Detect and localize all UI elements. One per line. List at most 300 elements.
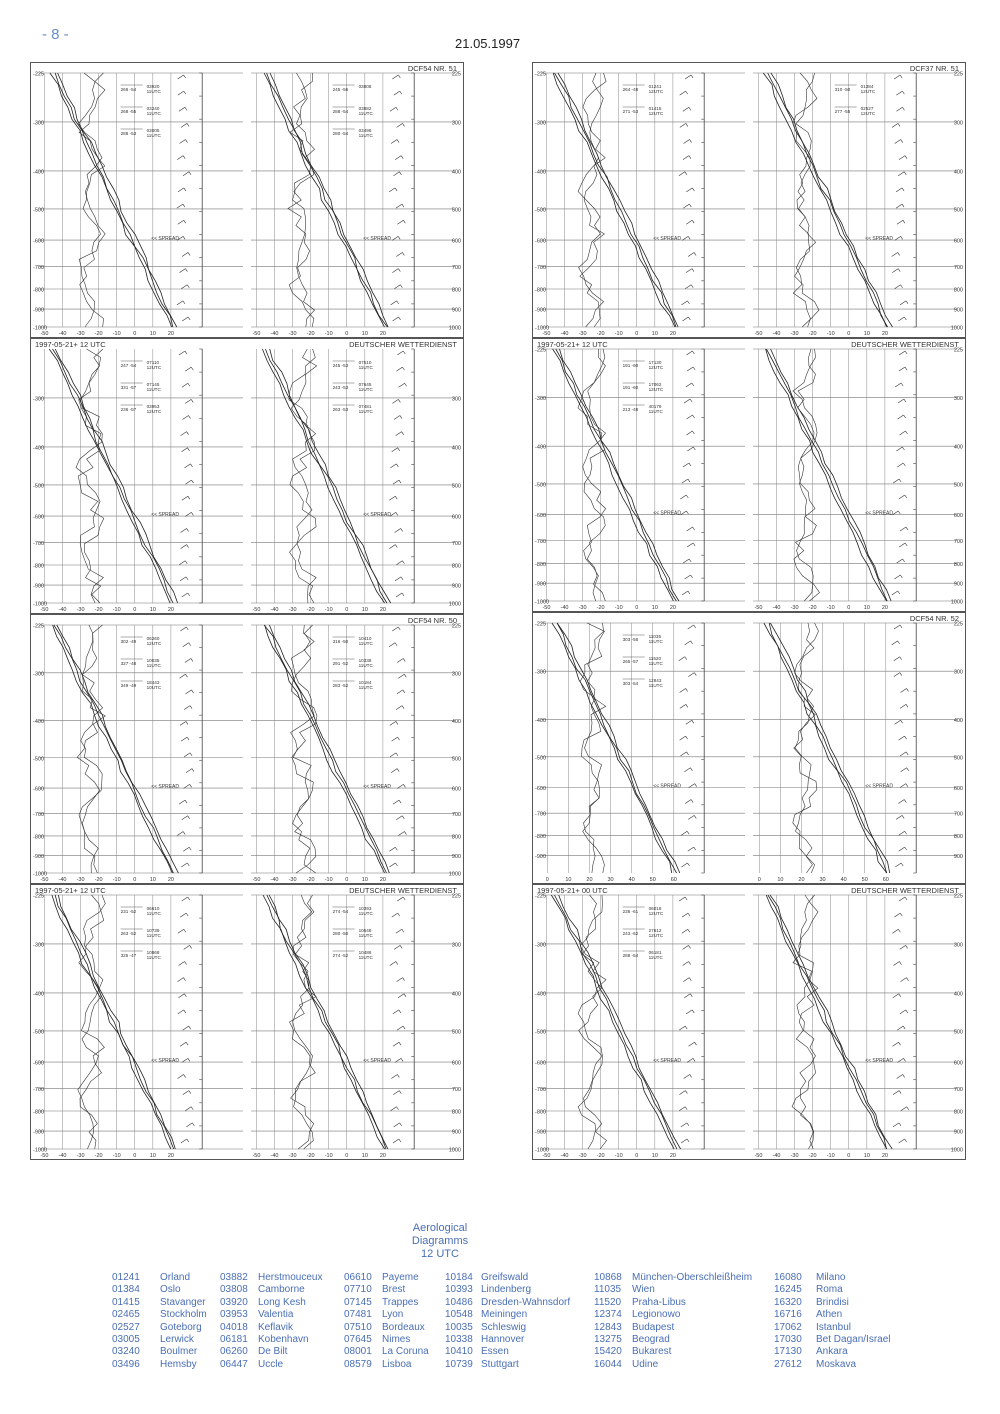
pressure-tick-label: -400 xyxy=(33,169,45,176)
caption-line-3: 12 UTC xyxy=(421,1248,459,1260)
wind-barb xyxy=(688,479,690,482)
wind-barb xyxy=(393,1042,399,1046)
pressure-tick-label: 1000 xyxy=(950,325,963,332)
wind-barb xyxy=(187,528,189,531)
station-time: 11UTC xyxy=(358,933,373,938)
legend-station-code: 16716 xyxy=(774,1309,802,1321)
wind-barb xyxy=(902,204,904,207)
diagram-panel-8 xyxy=(532,884,966,1160)
station-wind: 291 -52 xyxy=(332,661,349,666)
pressure-tick-label: -700 xyxy=(535,539,547,546)
spread-label: << SPREAD xyxy=(653,236,681,243)
wind-barb xyxy=(186,1042,188,1045)
wind-barb xyxy=(682,317,688,321)
wind-barb xyxy=(684,994,690,998)
wind-barb xyxy=(680,736,686,740)
spread-label: << SPREAD xyxy=(865,510,893,517)
pressure-tick-label: 700 xyxy=(953,264,963,271)
temperature-tick-label: 0 xyxy=(757,877,761,883)
wind-barb xyxy=(689,962,691,965)
pressure-tick-label: -225 xyxy=(33,71,45,78)
pressure-tick-label: -300 xyxy=(33,396,45,403)
wind-barb xyxy=(180,577,186,581)
wind-barb xyxy=(686,188,692,192)
wind-barb xyxy=(903,559,905,562)
wind-barb xyxy=(403,123,405,126)
wind-barb xyxy=(396,464,398,467)
pressure-tick-label: -500 xyxy=(535,482,547,489)
station-time: 11UTC xyxy=(648,955,663,960)
wind-barb xyxy=(695,1042,697,1045)
wind-barb xyxy=(192,769,194,772)
legend-station-code: 07510 xyxy=(344,1321,372,1333)
legend-station-name: Boulmer xyxy=(160,1346,198,1358)
wind-barb xyxy=(392,399,398,403)
wind-barb xyxy=(184,188,186,191)
pressure-tick-label: -1000 xyxy=(33,1147,48,1154)
wind-barb xyxy=(905,736,907,739)
wind-barb xyxy=(182,816,188,820)
wind-barb xyxy=(900,784,906,788)
temperature-tick-label: -20 xyxy=(94,607,103,613)
wind-barb xyxy=(683,559,689,563)
wind-barb xyxy=(680,495,686,499)
pressure-tick-label: 400 xyxy=(953,717,963,724)
diagram-panel-4 xyxy=(30,884,464,1160)
diagram-header-right: DCF54 NR. 52 xyxy=(909,614,959,623)
wind-barb xyxy=(392,627,398,631)
wind-barb xyxy=(899,1091,901,1094)
wind-barb xyxy=(181,863,187,867)
station-time: 11UTC xyxy=(358,409,373,414)
wind-barb xyxy=(680,511,686,515)
diagram-half xyxy=(541,623,745,883)
wind-barb xyxy=(687,831,689,834)
wind-barb xyxy=(389,545,395,549)
legend-station-code: 02527 xyxy=(112,1321,140,1333)
wind-barb xyxy=(395,643,397,646)
pressure-tick-label: 900 xyxy=(953,307,963,314)
station-wind: 264 -48 xyxy=(622,87,639,92)
wind-barb xyxy=(897,220,903,224)
wind-barb xyxy=(689,945,691,948)
station-code: 17062 xyxy=(648,382,662,387)
legend-station-name: Valentia xyxy=(258,1309,294,1321)
station-code: 06610 xyxy=(146,906,160,911)
pressure-tick-label: 225 xyxy=(953,71,963,78)
wind-barb xyxy=(394,91,400,95)
legend-station-code: 03920 xyxy=(220,1296,248,1308)
station-time: 12UTC xyxy=(648,365,664,370)
spread-label: << SPREAD xyxy=(151,512,179,519)
wind-barb xyxy=(184,75,186,78)
station-code: 17130 xyxy=(648,360,662,365)
wind-barb xyxy=(688,252,694,256)
temperature-tick-label: -50 xyxy=(542,1153,551,1159)
pressure-tick-label: 400 xyxy=(953,444,963,451)
station-wind: 274 -52 xyxy=(332,953,349,958)
pressure-tick-label: -800 xyxy=(33,563,45,570)
wind-barb xyxy=(400,91,402,94)
temperature-tick-label: 20 xyxy=(379,607,386,613)
wind-barb xyxy=(897,463,903,467)
temperature-tick-label: -20 xyxy=(306,607,315,613)
pressure-tick-label: -700 xyxy=(535,1086,547,1093)
station-time: 11UTC xyxy=(146,955,161,960)
wind-barb xyxy=(393,172,399,176)
wind-barb xyxy=(179,351,185,355)
legend-row xyxy=(344,1321,425,1334)
wind-barb xyxy=(900,625,902,628)
pressure-tick-label: 400 xyxy=(451,719,461,726)
wind-barb xyxy=(401,1058,403,1061)
pressure-tick-label: 900 xyxy=(451,853,461,860)
station-code: 40179 xyxy=(648,404,662,409)
wind-barb xyxy=(181,1139,187,1143)
station-code: 07510 xyxy=(358,360,372,365)
wind-barb xyxy=(187,285,189,288)
wind-barb xyxy=(693,527,695,530)
temperature-tick-label: 10 xyxy=(863,1153,870,1159)
temperature-tick-label: 20 xyxy=(379,1153,386,1159)
wind-barb xyxy=(904,399,906,402)
wind-barb xyxy=(900,673,902,676)
legend-station-code: 03496 xyxy=(112,1358,140,1370)
pressure-tick-label: -600 xyxy=(33,238,45,245)
spread-label: << SPREAD xyxy=(865,783,893,790)
wind-barb xyxy=(901,720,903,723)
pressure-tick-label: 400 xyxy=(953,169,963,176)
wind-barb xyxy=(184,784,190,788)
pressure-tick-label: -800 xyxy=(535,1109,547,1116)
temperature-tick-label: 40 xyxy=(628,877,635,883)
legend-station-name: Udine xyxy=(632,1358,659,1370)
wind-barb xyxy=(403,690,405,693)
station-wind: 331 -57 xyxy=(120,385,137,390)
wind-barb xyxy=(183,832,185,835)
wind-barb xyxy=(901,1107,907,1111)
temperature-tick-label: -50 xyxy=(754,331,763,337)
temperature-tick-label: -30 xyxy=(76,331,85,337)
aerological-diagram xyxy=(31,615,463,883)
wind-barb xyxy=(392,448,398,452)
temperature-tick-label: -40 xyxy=(58,1153,67,1159)
wind-barb xyxy=(684,768,690,772)
wind-barb xyxy=(688,236,690,239)
pressure-tick-label: 600 xyxy=(953,238,963,245)
wind-barb xyxy=(683,945,689,949)
wind-barb xyxy=(192,1123,194,1126)
wind-barb xyxy=(390,753,396,757)
legend-station-name: Schleswig xyxy=(481,1321,527,1333)
wind-barb xyxy=(402,252,404,255)
legend-row xyxy=(112,1333,194,1346)
wind-barb xyxy=(899,847,905,851)
aerological-diagram xyxy=(533,339,965,611)
wind-barb xyxy=(188,496,190,499)
wind-barb xyxy=(900,945,906,949)
temperature-tick-label: -30 xyxy=(288,331,297,337)
pressure-tick-label: -600 xyxy=(33,1060,45,1067)
wind-barb xyxy=(401,528,403,531)
legend-station-code: 10035 xyxy=(445,1321,473,1333)
wind-barb xyxy=(389,496,395,500)
wind-barb xyxy=(893,1042,899,1046)
wind-barb xyxy=(901,140,903,143)
wind-barb xyxy=(185,480,191,484)
legend-station-name: Kobenhavn xyxy=(258,1333,309,1345)
wind-barb xyxy=(184,1074,186,1077)
wind-barb xyxy=(391,140,397,144)
wind-barb xyxy=(185,269,187,272)
legend-row xyxy=(594,1272,753,1284)
temperature-tick-label: -10 xyxy=(826,331,835,337)
legend-row xyxy=(594,1358,659,1371)
temperature-tick-label: -30 xyxy=(578,331,587,337)
wind-barb xyxy=(899,1042,901,1045)
station-wind: 288 -54 xyxy=(622,953,639,958)
legend-row xyxy=(220,1321,294,1334)
legend-station-name: Trappes xyxy=(382,1296,419,1308)
wind-barb xyxy=(900,575,902,578)
wind-barb xyxy=(694,847,696,850)
station-time: 12UTC xyxy=(146,409,162,414)
wind-barb xyxy=(906,752,908,755)
wind-barb xyxy=(177,156,183,160)
temperature-tick-label: -30 xyxy=(288,607,297,613)
wind-barb xyxy=(188,1058,190,1061)
diagram-header-left: 1997-05-21+ 00 UTC xyxy=(537,886,608,895)
wind-barb xyxy=(180,627,186,631)
station-time: 12UTC xyxy=(648,111,664,116)
temperature-tick-label: -10 xyxy=(324,1153,333,1159)
legend-station-name: Hannover xyxy=(481,1333,525,1345)
temperature-tick-label: -50 xyxy=(754,1153,763,1159)
temperature-tick-label: -30 xyxy=(76,1153,85,1159)
station-code: 10035 xyxy=(146,658,160,663)
pressure-tick-label: 900 xyxy=(451,1129,461,1136)
station-code: 10393 xyxy=(358,906,372,911)
pressure-tick-label: -800 xyxy=(535,561,547,568)
station-wind: 316 -50 xyxy=(332,639,349,644)
wind-barb xyxy=(685,575,691,579)
legend-row xyxy=(344,1272,419,1284)
wind-barb xyxy=(692,431,694,434)
wind-barb xyxy=(899,1123,901,1126)
pressure-tick-label: 1000 xyxy=(448,325,461,332)
pressure-tick-label: 1000 xyxy=(448,1147,461,1154)
legend-row xyxy=(774,1346,848,1358)
wind-barb xyxy=(687,447,693,451)
station-wind: 325 -47 xyxy=(120,953,137,958)
station-time: 12UTC xyxy=(860,89,876,94)
wind-barb xyxy=(190,784,192,787)
wind-barb xyxy=(179,107,185,111)
wind-barb xyxy=(396,816,402,820)
temperature-tick-label: -40 xyxy=(58,331,67,337)
wind-barb xyxy=(398,236,400,239)
legend-row xyxy=(445,1296,571,1309)
wind-barb xyxy=(183,847,189,851)
wind-barb xyxy=(403,1026,405,1029)
wind-barb xyxy=(187,545,189,548)
pressure-tick-label: 500 xyxy=(953,482,963,489)
wind-barb xyxy=(679,172,685,176)
legend-row xyxy=(344,1346,429,1358)
wind-barb xyxy=(687,415,693,419)
wind-barb xyxy=(900,301,906,305)
wind-barb xyxy=(694,625,696,628)
pressure-tick-label: 300 xyxy=(953,396,963,403)
wind-barb xyxy=(906,945,908,948)
legend-station-name: Goteborg xyxy=(160,1321,202,1333)
wind-barb xyxy=(902,188,904,191)
wind-barb xyxy=(681,1139,687,1143)
pressure-tick-label: -700 xyxy=(535,264,547,271)
legend-station-name: Lindenberg xyxy=(481,1284,532,1296)
wind-barb xyxy=(898,252,900,255)
wind-barb xyxy=(679,657,685,661)
station-wind: 236 -57 xyxy=(120,407,137,412)
pressure-tick-label: -600 xyxy=(535,1060,547,1067)
station-wind: 274 -54 xyxy=(332,909,349,914)
legend-station-name: Long Kesh xyxy=(258,1296,306,1308)
pressure-tick-label: -500 xyxy=(535,755,547,762)
temperature-tick-label: -40 xyxy=(560,605,569,611)
wind-barb xyxy=(395,528,401,532)
temperature-tick-label: 20 xyxy=(669,1153,676,1159)
diagram-half xyxy=(39,73,243,337)
wind-barb xyxy=(687,543,693,547)
wind-barb xyxy=(395,545,397,548)
diagram-panel-2 xyxy=(30,338,464,614)
wind-barb xyxy=(391,301,397,305)
wind-barb xyxy=(402,593,404,596)
wind-barb xyxy=(692,188,694,191)
wind-barb xyxy=(391,1074,397,1078)
legend-row xyxy=(445,1358,519,1371)
wind-barb xyxy=(900,657,902,660)
legend-station-code: 10338 xyxy=(445,1333,473,1345)
wind-barb xyxy=(892,252,898,256)
pressure-tick-label: -600 xyxy=(33,514,45,521)
pressure-tick-label: -1000 xyxy=(33,325,48,332)
temperature-tick-label: -30 xyxy=(578,605,587,611)
wind-barb xyxy=(906,527,908,530)
legend-station-code: 03808 xyxy=(220,1284,248,1296)
temperature-tick-label: -50 xyxy=(40,331,49,337)
station-code: 01415 xyxy=(648,106,662,111)
spread-label: << SPREAD xyxy=(363,1058,391,1065)
temperature-tick-label: -40 xyxy=(270,607,279,613)
wind-barb xyxy=(895,285,901,289)
wind-barb xyxy=(686,736,688,739)
diagram-half xyxy=(251,625,455,883)
wind-barb xyxy=(397,1107,399,1110)
temperature-tick-label: -20 xyxy=(94,331,103,337)
wind-barb xyxy=(396,929,402,933)
wind-barb xyxy=(898,399,904,403)
diagram-half xyxy=(541,895,745,1159)
pressure-tick-label: 600 xyxy=(451,786,461,793)
wind-barb xyxy=(896,204,902,208)
wind-barb xyxy=(898,800,904,804)
legend-station-code: 03005 xyxy=(112,1333,140,1345)
wind-barb xyxy=(187,432,189,435)
wind-barb xyxy=(397,220,403,224)
wind-barb xyxy=(187,863,189,866)
wind-barb xyxy=(894,625,900,629)
legend-station-name: Lyon xyxy=(382,1309,404,1321)
wind-barb xyxy=(183,301,185,304)
diagram-header-right: DEUTSCHER WETTERDIENST xyxy=(851,340,959,349)
station-time: 11UTC xyxy=(146,911,161,916)
wind-barb xyxy=(689,463,691,466)
wind-barb xyxy=(683,978,689,982)
wind-barb xyxy=(904,317,906,320)
station-time: 12UTC xyxy=(860,111,876,116)
wind-barb xyxy=(399,1010,401,1013)
temperature-tick-label: 10 xyxy=(565,877,572,883)
wind-barb xyxy=(399,1139,401,1142)
wind-barb xyxy=(183,236,185,239)
wind-barb xyxy=(687,367,693,371)
wind-barb xyxy=(391,769,397,773)
pressure-tick-label: 800 xyxy=(451,834,461,841)
temperature-tick-label: -10 xyxy=(614,605,623,611)
station-wind: 349 -49 xyxy=(120,683,137,688)
wind-barb xyxy=(184,753,190,757)
legend-column xyxy=(445,1272,571,1371)
wind-barb xyxy=(186,769,192,773)
wind-barb xyxy=(397,769,399,772)
station-time: 11UTC xyxy=(358,365,373,370)
wind-barb xyxy=(899,367,905,371)
temperature-tick-label: -20 xyxy=(306,877,315,883)
station-code: 06260 xyxy=(146,636,160,641)
station-time: 11UTC xyxy=(358,387,373,392)
temperature-tick-label: 10 xyxy=(777,877,784,883)
wind-barb xyxy=(689,204,691,207)
legend-station-code: 06181 xyxy=(220,1333,248,1345)
wind-barb xyxy=(686,91,688,94)
pressure-tick-label: -300 xyxy=(535,942,547,949)
wind-barb xyxy=(181,432,187,436)
wind-barb xyxy=(693,447,695,450)
legend-station-code: 17030 xyxy=(774,1333,802,1345)
legend-station-code: 10868 xyxy=(594,1272,622,1283)
station-code: 11520 xyxy=(648,656,662,661)
legend-station-name: Bet Dagan/Israel xyxy=(816,1333,891,1345)
legend-station-code: 16320 xyxy=(774,1296,802,1308)
wind-barb xyxy=(693,1058,695,1061)
pressure-tick-label: -900 xyxy=(33,583,45,590)
wind-barb xyxy=(393,480,399,484)
station-code: 06018 xyxy=(648,906,662,911)
wind-barb xyxy=(188,897,190,900)
wind-barb xyxy=(396,512,398,515)
pressure-tick-label: 500 xyxy=(451,1029,461,1036)
legend-row xyxy=(220,1309,294,1321)
wind-barb xyxy=(903,463,905,466)
wind-barb xyxy=(686,123,688,126)
pressure-tick-label: -300 xyxy=(33,120,45,127)
pressure-tick-label: 500 xyxy=(953,1029,963,1036)
wind-barb xyxy=(894,657,900,661)
pressure-tick-label: -700 xyxy=(33,540,45,547)
pressure-tick-label: 800 xyxy=(451,563,461,570)
wind-barb xyxy=(180,913,186,917)
